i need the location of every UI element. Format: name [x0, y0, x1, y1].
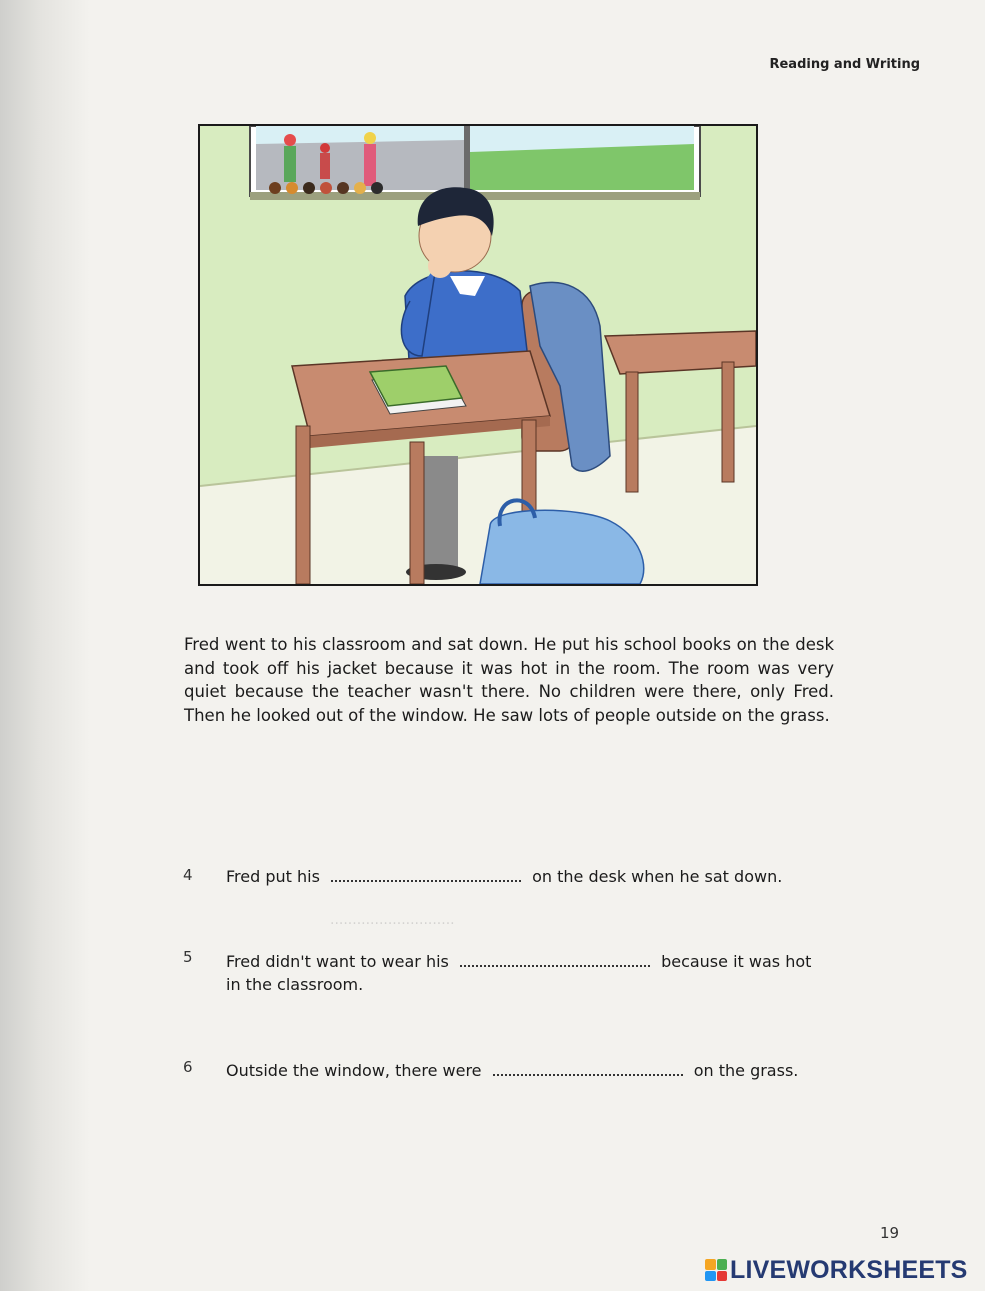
question-5: [226, 951, 811, 971]
question-text-before: Outside the window, there were: [226, 1061, 482, 1080]
liveworksheets-brand[interactable]: [705, 1257, 968, 1283]
question-6: [226, 1060, 798, 1080]
question-5-continuation: in the classroom.: [226, 975, 364, 994]
question-4: [226, 866, 782, 886]
section-title: Reading and Writing: [769, 57, 920, 72]
page-shadow: [0, 0, 90, 1291]
classroom-illustration-icon: [200, 126, 756, 584]
answer-blank-6[interactable]: [493, 1060, 683, 1076]
brand-name: LIVEWORKSHEETS: [730, 1255, 968, 1284]
classroom-illustration: [198, 124, 758, 586]
question-text-before: Fred put his: [226, 867, 320, 886]
answer-blank-5[interactable]: [460, 951, 650, 967]
reading-passage: Fred went to his classroom and sat down. He put his school books on the desk and took off his jacket because it was hot in the room. The room was very quiet because the teacher wasn't there. No children were there, only Fred. Then he looked out of the window. He saw lots of people outside on the grass.: [184, 635, 834, 725]
liveworksheets-logo-icon: [705, 1259, 727, 1281]
question-text-before: Fred didn't want to wear his: [226, 952, 449, 971]
question-number: 4: [183, 866, 193, 884]
question-number: 6: [183, 1058, 193, 1076]
question-text-after: on the desk when he sat down.: [532, 867, 783, 886]
question-text-after: because it was hot: [661, 952, 812, 971]
bleed-through-text: ............................: [330, 912, 455, 928]
answer-blank-4[interactable]: [331, 866, 521, 882]
question-number: 5: [183, 948, 193, 966]
page-edge: [985, 0, 1000, 1291]
question-text-after: on the grass.: [693, 1061, 799, 1080]
page-number: 19: [880, 1224, 900, 1242]
